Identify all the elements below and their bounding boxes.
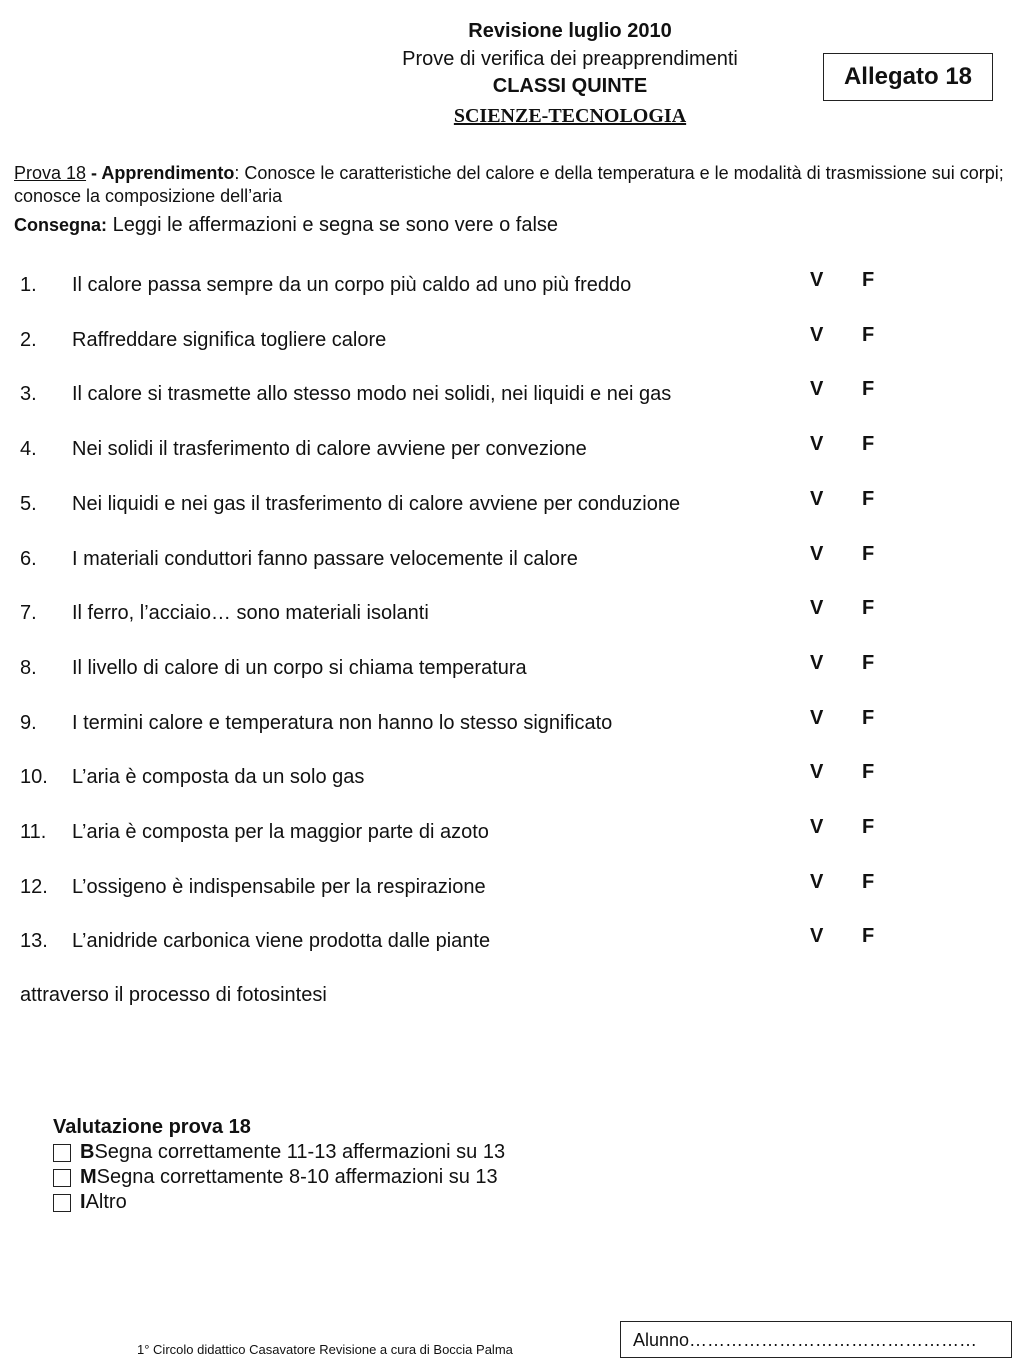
consegna [14, 212, 558, 238]
statement-row [20, 598, 900, 628]
true-option[interactable]: V [810, 925, 824, 947]
allegato-box: Allegato 18 [823, 53, 993, 101]
footer-credit: 1° Circolo didattico Casavatore Revisione a cura di Boccia Palma [137, 1342, 513, 1357]
true-option[interactable]: V [810, 543, 824, 565]
valutazione-title: Valutazione prova 18 [53, 1116, 251, 1138]
valutazione-option-b [53, 1140, 505, 1165]
true-option[interactable]: V [810, 816, 824, 838]
valutazione-option-i [53, 1190, 505, 1215]
statement-number: 7. [20, 602, 37, 624]
statement-number: 3. [20, 383, 37, 405]
prova-label: Prova 18 [14, 163, 87, 183]
statement-number: 2. [20, 329, 37, 351]
header-subject: SCIENZE-TECNOLOGIA [453, 105, 687, 127]
statement-number: 11. [20, 821, 47, 843]
statement-row [20, 434, 900, 464]
true-option[interactable]: V [810, 269, 824, 291]
statement-number: 5. [20, 493, 37, 515]
true-option[interactable]: V [810, 871, 824, 893]
prova-description [14, 162, 1004, 208]
statement-text: L’anidride carbonica viene prodotta dalle piante [72, 930, 491, 952]
header-classes: CLASSI QUINTE [492, 75, 648, 97]
true-option[interactable]: V [810, 761, 824, 783]
false-option[interactable]: F [862, 597, 875, 619]
false-option[interactable]: F [862, 488, 875, 510]
statement-text: L’aria è composta per la maggior parte di azoto [72, 821, 489, 843]
statement-row [20, 544, 900, 574]
checkbox-i[interactable] [53, 1194, 71, 1212]
true-option[interactable]: V [810, 433, 824, 455]
option-letter: B [80, 1141, 95, 1163]
header-revision: Revisione luglio 2010 [468, 20, 672, 42]
apprendimento-label: Apprendimento [101, 163, 235, 183]
option-letter: M [80, 1166, 97, 1188]
statement-number: 8. [20, 657, 37, 679]
true-option[interactable]: V [810, 707, 824, 729]
true-option[interactable]: V [810, 324, 824, 346]
statement-row [20, 926, 900, 956]
false-option[interactable]: F [862, 816, 875, 838]
statement-text: Il livello di calore di un corpo si chiama temperatura [72, 657, 527, 679]
statement-text: Il ferro, l’acciaio… sono materiali isolanti [72, 602, 429, 624]
statement-row [20, 270, 900, 300]
option-letter: I [80, 1191, 86, 1213]
true-option[interactable]: V [810, 378, 824, 400]
true-option[interactable]: V [810, 488, 824, 510]
alunno-field[interactable]: Alunno………………………………………… [620, 1321, 1012, 1358]
statement-number: 6. [20, 548, 37, 570]
false-option[interactable]: F [862, 324, 875, 346]
statement-number: 10. [20, 766, 48, 788]
consegna-text: Leggi le affermazioni e segna se sono vere o false [107, 214, 559, 236]
false-option[interactable]: F [862, 761, 875, 783]
apprendimento-text: : Conosce le caratteristiche del calore e della temperatura e le modalità di trasmissione sui corpi; conosce la composizione dell’aria [14, 163, 1004, 206]
false-option[interactable]: F [862, 707, 875, 729]
consegna-label: Consegna: [14, 215, 108, 235]
option-text: Segna correttamente 11-13 affermazioni su 13 [94, 1141, 506, 1163]
item-13-continuation: attraverso il processo di fotosintesi [20, 984, 327, 1006]
statement-text: Il calore si trasmette allo stesso modo nei solidi, nei liquidi e nei gas [72, 383, 672, 405]
statement-text: L’aria è composta da un solo gas [72, 766, 365, 788]
statement-row [20, 325, 900, 355]
statement-number: 4. [20, 438, 37, 460]
statement-row [20, 817, 900, 847]
false-option[interactable]: F [862, 871, 875, 893]
statement-text: Nei liquidi e nei gas il trasferimento di calore avviene per conduzione [72, 493, 681, 515]
statement-row [20, 872, 900, 902]
statement-text: Raffreddare significa togliere calore [72, 329, 387, 351]
false-option[interactable]: F [862, 652, 875, 674]
statement-row [20, 762, 900, 792]
prova-separator: - [86, 163, 102, 183]
statement-row [20, 379, 900, 409]
valutazione-section [53, 1115, 505, 1215]
option-text: Altro [85, 1191, 127, 1213]
false-option[interactable]: F [862, 269, 875, 291]
checkbox-m[interactable] [53, 1169, 71, 1187]
checkbox-b[interactable] [53, 1144, 71, 1162]
statement-row [20, 708, 900, 738]
statement-number: 13. [20, 930, 48, 952]
header-subtitle: Prove di verifica dei preapprendimenti [402, 48, 738, 70]
statement-text: I materiali conduttori fanno passare velocemente il calore [72, 548, 578, 570]
statement-row [20, 489, 900, 519]
statement-text: I termini calore e temperatura non hanno lo stesso significato [72, 712, 613, 734]
statement-text: Il calore passa sempre da un corpo più caldo ad uno più freddo [72, 274, 632, 296]
statement-number: 1. [20, 274, 37, 296]
false-option[interactable]: F [862, 543, 875, 565]
statement-text: L’ossigeno è indispensabile per la respirazione [72, 876, 486, 898]
statement-row [20, 653, 900, 683]
statement-text: Nei solidi il trasferimento di calore avviene per convezione [72, 438, 587, 460]
false-option[interactable]: F [862, 378, 875, 400]
true-option[interactable]: V [810, 652, 824, 674]
option-text: Segna correttamente 8-10 affermazioni su 13 [96, 1166, 498, 1188]
false-option[interactable]: F [862, 433, 875, 455]
valutazione-option-m [53, 1165, 505, 1190]
true-option[interactable]: V [810, 597, 824, 619]
false-option[interactable]: F [862, 925, 875, 947]
statement-number: 12. [20, 876, 48, 898]
statement-number: 9. [20, 712, 37, 734]
